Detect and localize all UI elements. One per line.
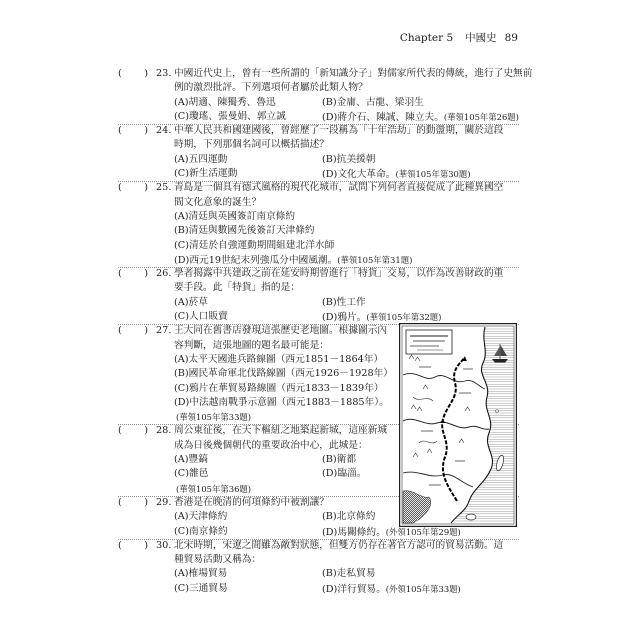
historical-map-drawing [399, 323, 517, 527]
option-row [174, 582, 519, 596]
page-number: 89 [504, 32, 518, 44]
question-number: 30. [156, 539, 172, 551]
question-stem-line: 要手段。此「特貨」指的是： [174, 282, 300, 294]
option-c: (C)瓊瑤、張曼娟、郭立誠 [174, 110, 286, 122]
question-stem-line: 成為日後幾個朝代的重要政治中心，此城是： [174, 439, 368, 451]
map-title-cartouche [406, 330, 452, 354]
option-d: (D)臨淄。 [322, 468, 367, 480]
option-d: (D)文化大革命。 [322, 169, 396, 181]
option-c: (C)南京條約 [174, 525, 228, 537]
question-divider [118, 181, 519, 182]
option-d: (D)馬關條約。 [322, 526, 386, 538]
question-30 [118, 539, 519, 596]
option-a: (A)太平天國進兵路線圖（西元1851－1864年） [174, 353, 384, 365]
option-a: (A)五四運動 [174, 153, 228, 165]
exam-source-note: (外領105年第29題) [385, 526, 461, 537]
option-d: (D)蔣介石、陳誠、陳立夫。 [322, 111, 444, 123]
question-number: 28. [156, 425, 172, 437]
question-stem-line: 青島是一個具有德式風格的現代化城市，試問下列何者直接促成了此種異國空 [174, 182, 504, 194]
question-number: 24. [156, 125, 172, 137]
exam-source-note: (華領105年第36題) [176, 483, 252, 494]
exam-source-note: (外領105年第33題) [385, 583, 461, 594]
question-divider [118, 539, 519, 540]
option-row [174, 296, 519, 310]
question-stem-line: 中華人民共和國建國後，曾經歷了一段稱為「十年浩劫」的動盪期，關於這段 [174, 125, 504, 137]
chapter-label: Chapter 5 [399, 32, 454, 44]
chapter-title: 中國史 [465, 32, 497, 44]
option-c: (C)新生活運動 [174, 168, 238, 180]
option-b: (B)性工作 [322, 296, 366, 308]
option-a: (A)菸草 [174, 296, 208, 308]
exam-source-note: (華領105年第30題) [395, 169, 471, 180]
exam-source-note: (華領105年第33題) [176, 412, 252, 423]
running-header [400, 31, 518, 45]
option-b: (B)走私貿易 [322, 568, 376, 580]
option-d: (D)鴉片。 [322, 312, 367, 324]
question-stem-line: 時期，下列那個名詞可以概括描述？ [174, 139, 329, 151]
answer-blank: ( ) [118, 425, 149, 437]
question-number: 23. [156, 68, 172, 79]
option-c: (C)三通貿易 [174, 582, 228, 594]
option-b: (B)抗美援朝 [322, 153, 376, 165]
question-25 [118, 181, 519, 267]
question-divider [118, 124, 519, 125]
question-stem-line: 學者揭露中共建政之前在延安時期曾進行「特貨」交易，以作為改善財政的重 [174, 268, 504, 280]
option-a: (A)榷場貿易 [174, 568, 228, 580]
option-d-cell [174, 253, 519, 267]
question-number: 29. [156, 496, 172, 508]
option-a: (A)清廷與英國簽訂南京條約 [174, 210, 296, 222]
question-divider [118, 267, 519, 268]
option-d: (D)西元19世紀末列強瓜分中國風潮。 [174, 254, 338, 266]
option-a: (A)豐鎬 [174, 454, 208, 466]
option-b: (B)北京條約 [322, 511, 376, 523]
option-d-cell [322, 167, 471, 182]
answer-blank: ( ) [118, 496, 149, 508]
historical-map-image [399, 323, 517, 527]
option-d-cell [322, 582, 461, 597]
question-stem-line: 香港是在晚清的何項條約中被割讓？ [174, 496, 329, 508]
option-row [174, 110, 519, 124]
question-number: 27. [156, 325, 172, 337]
option-row [174, 96, 519, 110]
option-a: (A)胡適、陳獨秀、魯迅 [174, 96, 276, 108]
exam-source-note: (華領105年第31題) [337, 254, 413, 265]
question-number: 26. [156, 268, 172, 280]
question-number: 25. [156, 182, 172, 194]
question-26 [118, 267, 519, 324]
option-row [174, 153, 519, 167]
exam-source-note: (華領105年第32題) [366, 312, 442, 323]
question-stem-line: 中國近代史上，曾有一些所謂的「新知識分子」對儒家所代表的傳統，進行了史無前 [174, 68, 533, 79]
question-24 [118, 124, 519, 181]
question-23 [118, 67, 533, 124]
option-d: (D)中法越南戰爭示意圖（西元1883－1885年）。 [174, 396, 389, 408]
question-stem-line: 間文化意象的誕生？ [174, 196, 262, 208]
option-b: (B)金庸、古龍、梁羽生 [322, 96, 424, 108]
question-stem-line: 種貿易活動又稱為： [174, 554, 262, 566]
question-stem-line: 王大同在舊書店發現這張歷史老地圖。根據圖示內 [174, 325, 388, 337]
question-stem-line: 容判斷，這張地圖的題名最可能是： [174, 339, 329, 351]
option-d-cell [322, 110, 519, 125]
option-b: (B)衛都 [322, 454, 357, 466]
question-stem-line: 例的激烈批評。下列選項何者屬於此類人物？ [174, 82, 368, 94]
answer-blank: ( ) [118, 68, 149, 79]
option-a: (A)天津條約 [174, 511, 228, 523]
option-c: (C)鴉片在華貿易路線圖（西元1833－1839年） [174, 382, 384, 394]
option-c: (C)清廷於自強運動期間組建北洋水師 [174, 239, 335, 251]
option-d: (D)洋行貿易。 [322, 583, 386, 595]
answer-blank: ( ) [118, 125, 149, 137]
question-stem-line: 北宋時期，宋遼之間雖為敵對狀態，但雙方仍存在著官方認可的貿易活動。這 [174, 539, 504, 551]
option-row [174, 167, 519, 181]
answer-blank: ( ) [118, 539, 149, 551]
answer-blank: ( ) [118, 182, 149, 194]
answer-blank: ( ) [118, 268, 149, 280]
option-b: (B)清廷與數國先後簽訂天津條約 [174, 225, 315, 237]
option-c: (C)雒邑 [174, 468, 209, 480]
question-stem-line: 周公東征後，在天下樞紐之地築起新城，這座新城 [174, 425, 388, 437]
option-c: (C)人口販賣 [174, 311, 228, 323]
exam-source-note: (華領105年第26題) [443, 111, 519, 122]
answer-blank: ( ) [118, 325, 149, 337]
option-row [174, 567, 519, 581]
option-b: (B)國民革命軍北伐路線圖（西元1926－1928年） [174, 368, 393, 380]
